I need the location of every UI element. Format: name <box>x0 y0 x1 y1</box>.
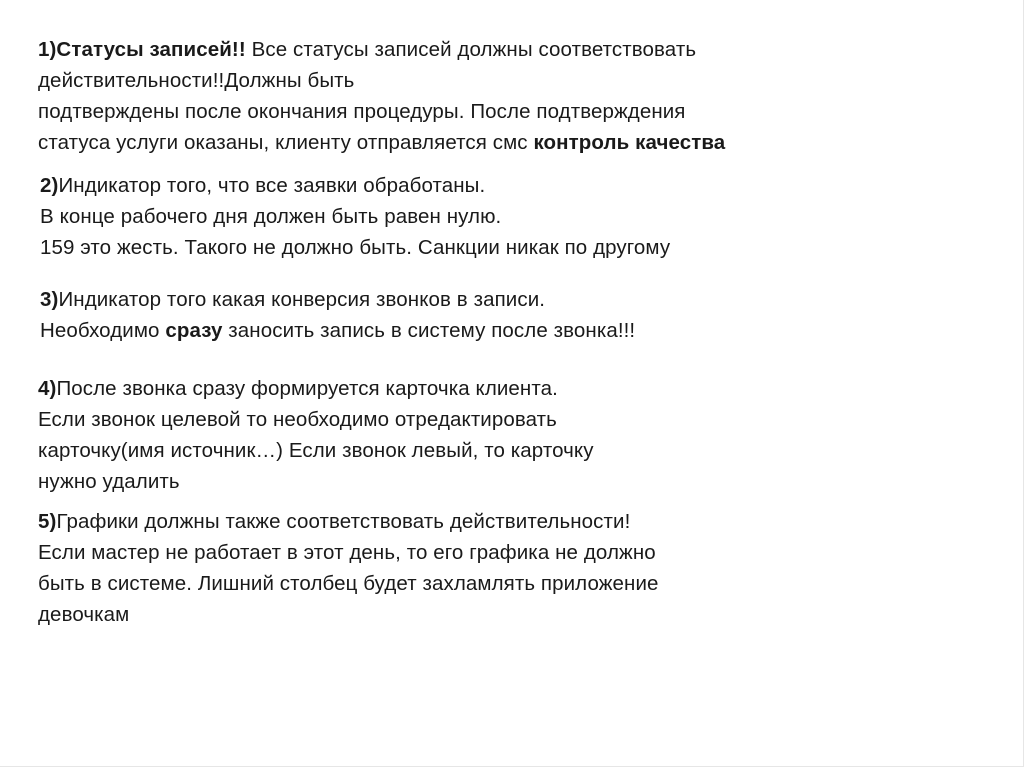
item-4-line-1 <box>38 373 594 404</box>
item-2-number: 2) <box>40 174 59 197</box>
item-4-number: 4) <box>38 377 57 400</box>
item-3-line-2-end: заносить запись в систему после звонка!!! <box>222 319 636 342</box>
item-1-line-4 <box>38 127 725 158</box>
item-2-requests-indicator <box>40 170 670 263</box>
item-2-line-1-text: Индикатор того, что все заявки обработаны. <box>58 174 486 197</box>
item-1-line-1 <box>38 34 725 65</box>
item-5-line-2: Если мастер не работает в этот день, то его графика не должно <box>38 541 656 564</box>
item-3-line-2-start: Необходимо <box>40 319 166 342</box>
item-4-line-1-text: После звонка сразу формируется карточка клиента. <box>56 377 558 400</box>
item-5-line-4: девочкам <box>38 603 130 626</box>
item-3-number: 3) <box>40 288 59 311</box>
item-5-line-3: быть в системе. Лишний столбец будет захламлять приложение <box>38 572 659 595</box>
item-1-line-3: подтверждены после окончания процедуры. После подтверждения <box>38 100 686 123</box>
item-4-line-3: карточку(имя источник…) Если звонок левый, то карточку <box>38 439 594 462</box>
item-2-line-1 <box>40 170 670 201</box>
item-1-line-1-text: Все статусы записей должны соответствовать <box>245 38 697 61</box>
item-3-line-2 <box>40 315 635 346</box>
item-5-line-1 <box>38 506 659 537</box>
item-5-line-1-text: Графики должны также соответствовать действительности! <box>56 510 631 533</box>
item-1-heading: 1)Статусы записей!! <box>38 38 246 61</box>
item-1-quality-control: контроль качества <box>533 131 726 154</box>
item-4-client-card <box>38 373 594 497</box>
item-4-line-4: нужно удалить <box>38 470 180 493</box>
item-5-number: 5) <box>38 510 57 533</box>
item-3-line-1 <box>40 284 635 315</box>
item-3-line-1-text: Индикатор того какая конверсия звонков в записи. <box>58 288 546 311</box>
item-3-conversion-indicator <box>40 284 635 346</box>
item-2-line-2: В конце рабочего дня должен быть равен нулю. <box>40 205 502 228</box>
item-1-record-statuses <box>38 34 725 158</box>
item-5-schedules <box>38 506 659 630</box>
item-2-line-3: 159 это жесть. Такого не должно быть. Санкции никак по другому <box>40 236 671 259</box>
item-4-line-2: Если звонок целевой то необходимо отредактировать <box>38 408 557 431</box>
item-3-emphasis: сразу <box>165 319 223 342</box>
item-1-line-2: действительности!!Должны быть <box>38 69 355 92</box>
item-1-line-4-text: статуса услуги оказаны, клиенту отправляется смс <box>38 131 534 154</box>
